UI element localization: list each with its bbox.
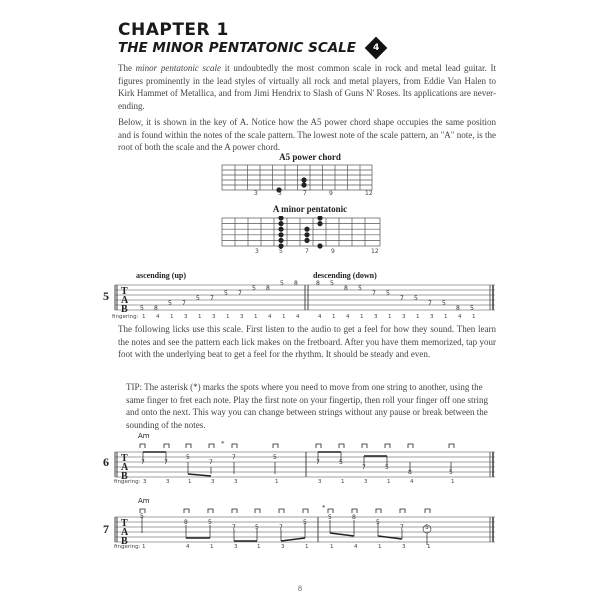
finger-number: 3 — [364, 479, 368, 485]
finger-number: 1 — [210, 544, 214, 550]
diagram-title-power-chord: A5 power chord — [279, 152, 341, 162]
intro-paragraph-2: Below, it is shown in the key of A. Notice how the A5 power chord shape occupies the same position and is found within the notes of the scale pattern. The lowest note of the scale pattern, an "A" note, is the root of both the scale and the A power chord. — [118, 117, 496, 152]
finger-number: 1 — [254, 314, 258, 320]
tab-note: 7 — [210, 295, 214, 302]
tab-note: 8 — [294, 280, 298, 287]
finger-number: 3 — [402, 544, 406, 550]
tab-note: 7 — [362, 464, 366, 471]
tab-note: 7 — [279, 524, 283, 531]
finger-number: 1 — [472, 314, 476, 320]
finger-number: 3 — [166, 479, 170, 485]
tab-note: 7 — [209, 459, 213, 466]
tab-note: 8 — [344, 285, 348, 292]
p1-text-end: it undoubtedly the most common scale in rock and metal lead guitar. It figures prominently in the lead styles of virtually all rock and metal players, from Eddie Van Halen to Kirk Hammet of Metallica, and from Jimi Hendrix to Slash of Guns N' Roses. Its applications are never-ending. — [118, 63, 496, 111]
tab-note: 5 — [255, 524, 259, 531]
section-title-text: THE MINOR PENTATONIC SCALE — [118, 40, 357, 56]
fret-label: 9 — [329, 190, 333, 197]
tab-note: 5 — [328, 514, 332, 521]
finger-number: 3 — [143, 479, 147, 485]
fret-labels-minor-pentatonic — [220, 248, 390, 258]
tab-note: 5 — [358, 285, 362, 292]
finger-number: 4 — [268, 314, 272, 320]
svg-text:A: A — [121, 462, 129, 473]
svg-text:B: B — [121, 304, 128, 315]
tab-note: 7 — [141, 459, 145, 466]
finger-number: 3 — [318, 479, 322, 485]
svg-text:T: T — [121, 453, 128, 464]
chord-symbol: Am — [138, 497, 150, 505]
tab-note: 7 — [316, 459, 320, 466]
fingering-label: fingering: — [114, 479, 141, 485]
finger-number: 1 — [305, 544, 309, 550]
example-number: 6 — [103, 455, 109, 469]
finger-number: 4 — [156, 314, 160, 320]
finger-number: 1 — [275, 479, 279, 485]
finger-number: 1 — [282, 314, 286, 320]
tab-note: 5 — [425, 524, 429, 531]
fret-label: 7 — [303, 190, 307, 197]
fret-labels-power-chord — [220, 190, 380, 200]
ascending-label: ascending (up) — [136, 271, 187, 280]
fret-label: 5 — [278, 190, 282, 197]
tab-note: 8 — [408, 469, 412, 476]
tab-note: 5 — [186, 454, 190, 461]
p1-text-start: The — [118, 63, 136, 73]
finger-number: 3 — [374, 314, 378, 320]
track-number: 4 — [372, 42, 380, 53]
tab-note: 7 — [400, 295, 404, 302]
finger-number: 1 — [416, 314, 420, 320]
finger-number: 1 — [378, 544, 382, 550]
finger-number: 4 — [354, 544, 358, 550]
tab-note: 5 — [273, 454, 277, 461]
example-number: 7 — [103, 522, 109, 536]
tab-note: 7 — [232, 454, 236, 461]
intro-paragraph-1 — [118, 62, 496, 112]
finger-number: 3 — [184, 314, 188, 320]
finger-number: 3 — [211, 479, 215, 485]
svg-text:A: A — [121, 295, 129, 306]
diagram-title-minor-pentatonic: A minor pentatonic — [272, 204, 348, 214]
tab-note: 7 — [400, 524, 404, 531]
tip-paragraph: TIP: The asterisk (*) marks the spots where you need to move from one string to another, using the same finger to fret each note. Play the first note on your fingertip, then roll your finger off one string and onto the next. This way you can change between strings without any pause or break between the sounding of the notes. — [126, 382, 488, 430]
tab-note: 5 — [168, 300, 172, 307]
tab-note: 5 — [386, 290, 390, 297]
fret-label: 5 — [279, 248, 283, 255]
fingering-row-example-6 — [114, 479, 499, 489]
finger-number: 1 — [360, 314, 364, 320]
chapter-heading: CHAPTER 1 — [118, 20, 229, 40]
finger-number: 4 — [346, 314, 350, 320]
tab-note: 5 — [376, 519, 380, 526]
svg-text:B: B — [121, 471, 128, 482]
fret-label: 9 — [331, 248, 335, 255]
tab-note: 8 — [316, 280, 320, 287]
finger-number: 3 — [212, 314, 216, 320]
finger-number: 1 — [188, 479, 192, 485]
svg-text:B: B — [121, 536, 128, 547]
p1-emphasis: minor pentatonic scale — [135, 63, 222, 73]
fingering-label: fingering: — [114, 544, 141, 550]
finger-number: 3 — [281, 544, 285, 550]
tab-note: 7 — [182, 300, 186, 307]
finger-number: 1 — [451, 479, 455, 485]
tab-note: 5 — [140, 513, 144, 520]
svg-text:T: T — [121, 286, 128, 297]
tab-note: 5 — [252, 285, 256, 292]
finger-number: 1 — [427, 544, 431, 550]
finger-number: 4 — [296, 314, 300, 320]
finger-number: 4 — [410, 479, 414, 485]
tab-note: 8 — [352, 514, 356, 521]
asterisk-marker: * — [322, 504, 326, 512]
finger-number: 4 — [318, 314, 322, 320]
tab-note: 5 — [442, 300, 446, 307]
tab-note: 7 — [428, 300, 432, 307]
tab-note: 7 — [238, 290, 242, 297]
finger-number: 1 — [170, 314, 174, 320]
descending-label: descending (down) — [313, 271, 377, 280]
licks-paragraph: The following licks use this scale. First listen to the audio to get a feel for how they sound. Then learn the notes and see the pattern each lick makes on the fretboard. After you have them memorized, tap your foot with the underlying beat to get a feel for the rhythm. It should be steady and even. — [118, 324, 496, 359]
tab-note: 5 — [470, 305, 474, 312]
finger-number: 1 — [330, 544, 334, 550]
svg-text:T: T — [121, 518, 128, 529]
finger-number: 3 — [402, 314, 406, 320]
finger-number: 3 — [240, 314, 244, 320]
tab-numbers-example-5 — [112, 280, 497, 315]
tab-note: 5 — [224, 290, 228, 297]
tab-note: 5 — [140, 305, 144, 312]
tab-note: 5 — [339, 459, 343, 466]
finger-number: 3 — [234, 544, 238, 550]
finger-number: 1 — [226, 314, 230, 320]
tab-note: 5 — [330, 280, 334, 287]
page-number: 8 — [298, 584, 302, 593]
tab-note: 5 — [208, 519, 212, 526]
audio-track-icon — [365, 37, 388, 60]
finger-number: 1 — [257, 544, 261, 550]
tab-note: 5 — [414, 295, 418, 302]
example-number: 5 — [103, 289, 109, 303]
tab-note: 5 — [385, 464, 389, 471]
tab-note: 8 — [456, 305, 460, 312]
finger-number: 1 — [341, 479, 345, 485]
finger-number: 1 — [198, 314, 202, 320]
tab-note: 8 — [184, 519, 188, 526]
fret-label: 12 — [365, 190, 373, 197]
tab-note: 7 — [372, 290, 376, 297]
tab-note: 7 — [232, 524, 236, 531]
fret-label: 12 — [371, 248, 379, 255]
finger-number: 1 — [444, 314, 448, 320]
tab-note: 8 — [154, 305, 158, 312]
chord-symbol: Am — [138, 432, 150, 440]
tab-note: 5 — [449, 469, 453, 476]
section-title — [118, 40, 384, 56]
finger-number: 3 — [234, 479, 238, 485]
finger-number: 1 — [142, 544, 146, 550]
finger-number: 4 — [186, 544, 190, 550]
tab-note: 7 — [164, 459, 168, 466]
tab-note: 5 — [303, 519, 307, 526]
finger-number: 4 — [458, 314, 462, 320]
fret-label: 3 — [255, 248, 259, 255]
finger-number: 3 — [430, 314, 434, 320]
fret-label: 3 — [254, 190, 258, 197]
finger-number: 1 — [388, 314, 392, 320]
asterisk-marker: * — [221, 440, 225, 448]
fingering-row-example-7 — [114, 544, 499, 554]
tab-note: 5 — [280, 280, 284, 287]
fingering-label: fingering: — [112, 314, 139, 320]
finger-number: 1 — [332, 314, 336, 320]
fret-label: 7 — [305, 248, 309, 255]
finger-number: 1 — [142, 314, 146, 320]
finger-number: 1 — [387, 479, 391, 485]
tab-note: 5 — [196, 295, 200, 302]
tab-note: 8 — [266, 285, 270, 292]
svg-text:A: A — [121, 527, 129, 538]
